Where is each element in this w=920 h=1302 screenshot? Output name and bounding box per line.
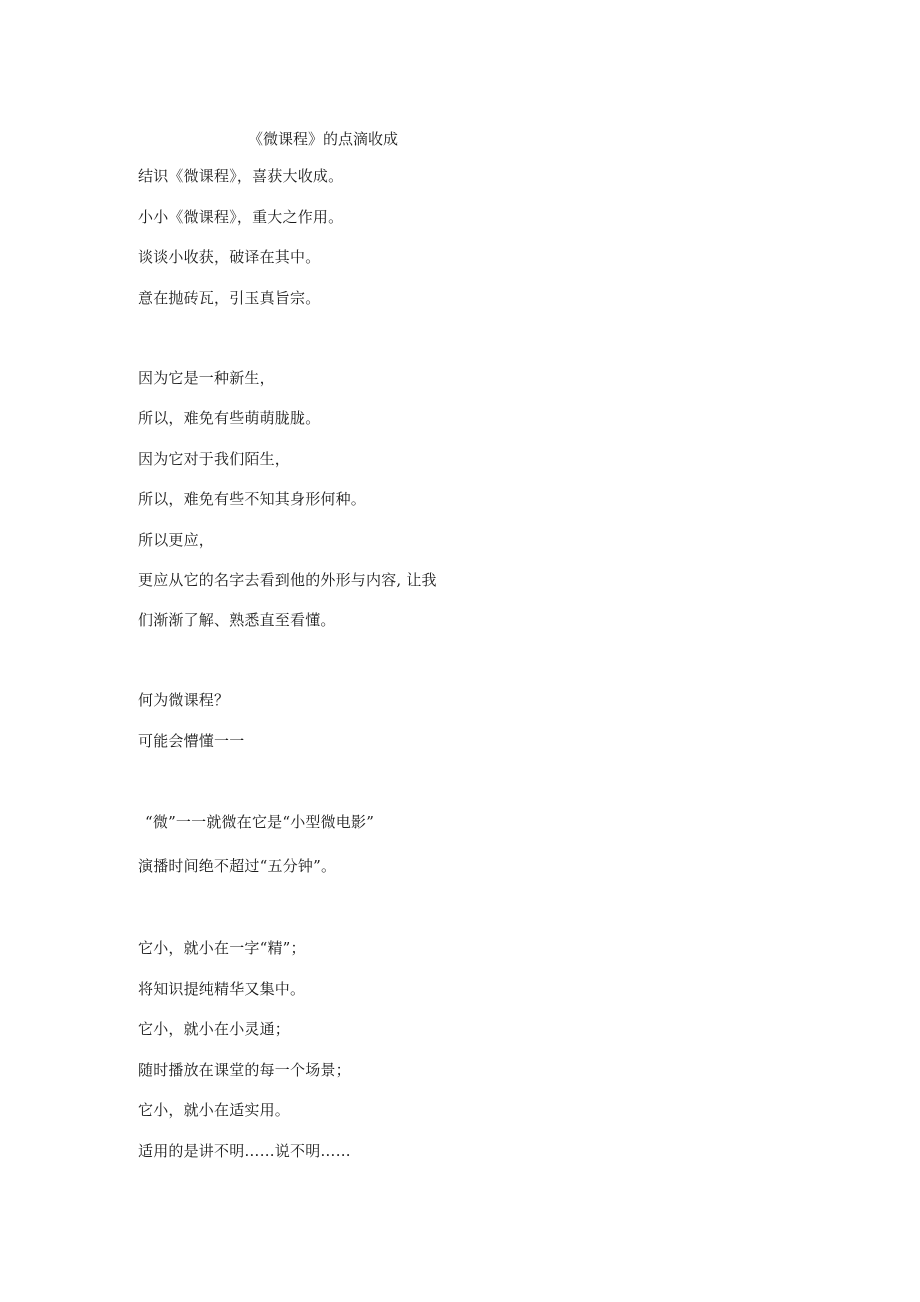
text-line: 将知识提纯精华又集中。 (138, 980, 306, 998)
text-line: 意在抛砖瓦，引玉真旨宗。 (138, 289, 321, 307)
text-line: 所以，难免有些萌萌胧胧。 (138, 409, 321, 427)
text-line: “微”一一就微在它是“小型微电影” (145, 813, 375, 831)
text-line: 随时播放在课堂的每一个场景； (138, 1061, 351, 1079)
text-line: 小小《微课程》，重大之作用。 (138, 208, 344, 226)
text-line: 因为它是一种新生， (138, 369, 275, 387)
text-line: 可能会懵懂一一 (138, 732, 245, 750)
text-line: 们渐渐了解、熟悉直至看懂。 (138, 611, 336, 629)
text-line: 演播时间绝不超过“五分钟”。 (138, 857, 337, 875)
text-line: 因为它对于我们陌生， (138, 450, 291, 468)
text-line: 谈谈小收获，破译在其中。 (138, 248, 321, 266)
text-line: 所以更应， (138, 531, 215, 549)
text-line: 所以，难免有些不知其身形何种。 (138, 490, 367, 508)
text-line: 何为微课程？ (138, 691, 230, 709)
text-line: 适用的是讲不明……说不明…… (138, 1142, 351, 1160)
text-line: 它小，就小在适实用。 (138, 1101, 291, 1119)
text-line: 它小，就小在一字“精”； (138, 939, 306, 957)
document-title: 《微课程》的点滴收成 (248, 130, 399, 148)
text-line: 它小，就小在小灵通； (138, 1020, 291, 1038)
text-line: 更应从它的名字去看到他的外形与内容, 让我 (138, 571, 437, 589)
text-line: 结识《微课程》，喜获大收成。 (138, 167, 344, 185)
